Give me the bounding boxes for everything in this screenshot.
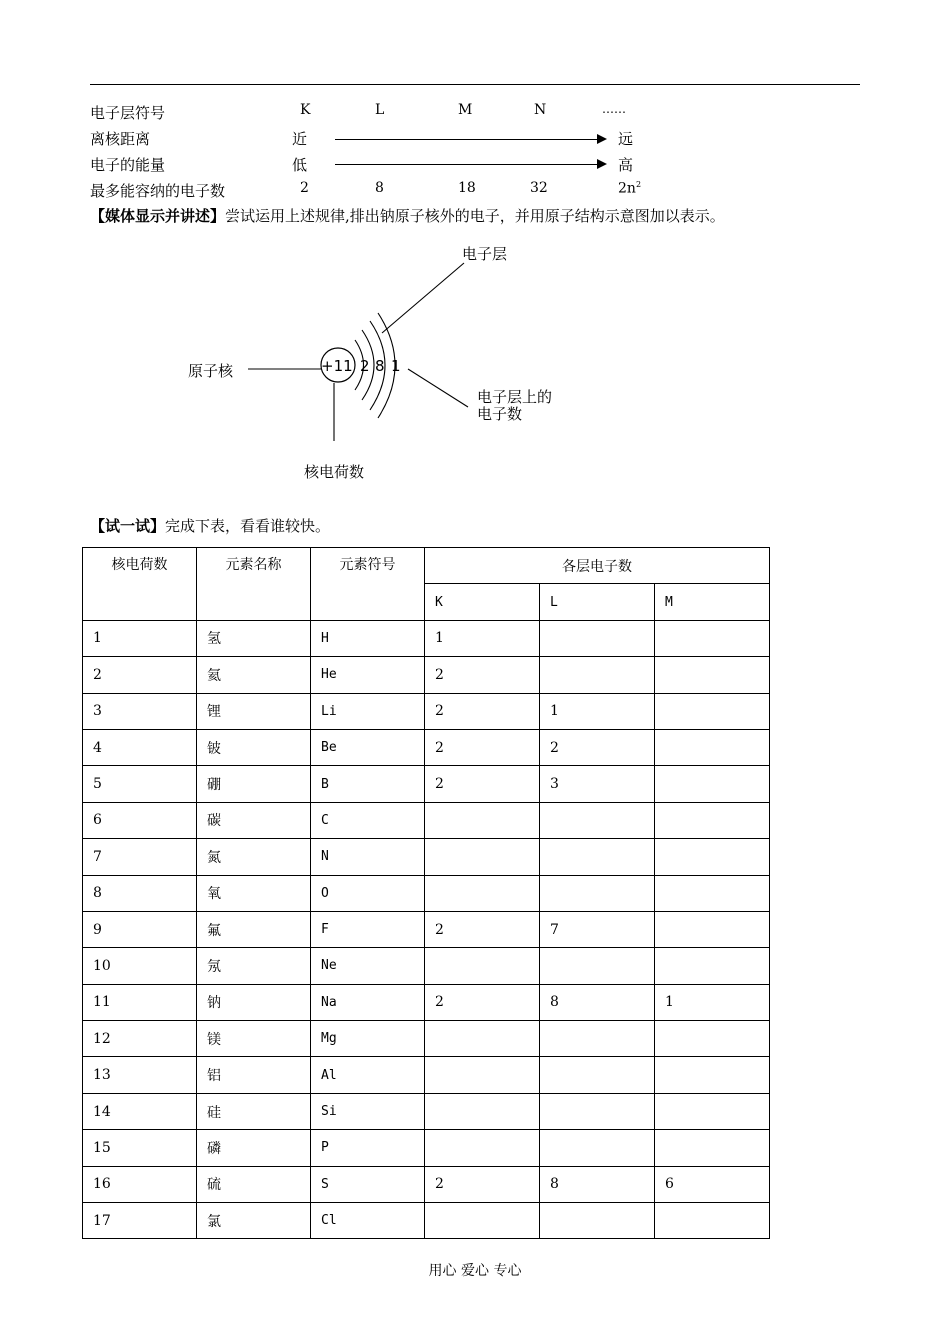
header-charge: 核电荷数 (83, 548, 197, 621)
cell-l: 8 (540, 1166, 655, 1202)
cell-symbol: Cl (311, 1203, 425, 1239)
cell-m (655, 948, 770, 984)
cell-symbol: O (311, 875, 425, 911)
cell-m (655, 875, 770, 911)
cell-k (425, 802, 540, 838)
cell-l (540, 1057, 655, 1093)
header-layer-k: K (425, 584, 540, 620)
electrons-shell-2: 8 (375, 357, 385, 375)
table-row (83, 657, 770, 693)
cell-k (425, 839, 540, 875)
leader-count (408, 369, 468, 407)
table-row (83, 729, 770, 765)
cell-charge: 1 (83, 620, 197, 656)
distance-far: 远 (618, 130, 634, 148)
row-shell-symbol (90, 102, 690, 124)
capacity-l: 8 (375, 180, 384, 196)
cell-charge: 8 (83, 875, 197, 911)
nucleus (321, 348, 355, 382)
electrons-shell-3: 1 (391, 357, 401, 375)
cell-k: 2 (425, 729, 540, 765)
row-label: 最多能容纳的电子数 (90, 182, 226, 200)
cell-k: 2 (425, 657, 540, 693)
cell-symbol: P (311, 1130, 425, 1166)
capacity-n: 32 (530, 180, 548, 196)
table-header-row (83, 548, 770, 584)
table-row (83, 1093, 770, 1129)
cell-l (540, 1021, 655, 1057)
cell-m (655, 693, 770, 729)
header-layer-m: M (655, 584, 770, 620)
header-layer-l: L (540, 584, 655, 620)
cell-name: 氯 (197, 1203, 311, 1239)
cell-m (655, 1093, 770, 1129)
cell-m (655, 1057, 770, 1093)
cell-l: 7 (540, 911, 655, 947)
cell-symbol: Li (311, 693, 425, 729)
cell-m (655, 839, 770, 875)
exercise-bold: 【试一试】 (90, 517, 166, 535)
intro-text: 尝试运用上述规律,排出钠原子核外的电子，并用原子结构示意图加以表示。 (225, 207, 725, 225)
cell-symbol: Mg (311, 1021, 425, 1057)
cell-name: 氟 (197, 911, 311, 947)
row-label: 离核距离 (90, 130, 151, 148)
intro-bold: 【媒体显示并讲述】 (90, 207, 226, 225)
cell-m (655, 657, 770, 693)
cell-name: 钠 (197, 984, 311, 1020)
cell-name: 铍 (197, 729, 311, 765)
table-row (83, 875, 770, 911)
cell-symbol: C (311, 802, 425, 838)
cell-charge: 4 (83, 729, 197, 765)
cell-k (425, 1093, 540, 1129)
cell-l (540, 802, 655, 838)
intro-paragraph (90, 205, 725, 226)
table-row (83, 802, 770, 838)
cell-k (425, 948, 540, 984)
cell-charge: 3 (83, 693, 197, 729)
row-capacity (90, 180, 690, 202)
cell-charge: 2 (83, 657, 197, 693)
exercise-heading (90, 515, 330, 536)
capacity-k: 2 (300, 180, 309, 196)
shell-more: …… (602, 102, 626, 116)
cell-k: 2 (425, 693, 540, 729)
cell-symbol: H (311, 620, 425, 656)
table-row (83, 839, 770, 875)
cell-m (655, 729, 770, 765)
cell-l (540, 1093, 655, 1129)
cell-symbol: Ne (311, 948, 425, 984)
table-row (83, 911, 770, 947)
label-shell: 电子层 (462, 245, 508, 263)
table-row (83, 1166, 770, 1202)
shell-m: M (458, 102, 473, 118)
cell-name: 硼 (197, 766, 311, 802)
exercise-text: 完成下表，看看谁较快。 (165, 517, 331, 535)
table-row (83, 948, 770, 984)
cell-charge: 16 (83, 1166, 197, 1202)
label-count-line1: 电子层上的 (477, 388, 553, 406)
shell-n: N (534, 102, 547, 118)
cell-l (540, 948, 655, 984)
cell-charge: 15 (83, 1130, 197, 1166)
cell-l: 8 (540, 984, 655, 1020)
cell-symbol: Be (311, 729, 425, 765)
table-row (83, 1130, 770, 1166)
shell-l: L (375, 102, 385, 118)
cell-name: 氦 (197, 657, 311, 693)
cell-name: 硫 (197, 1166, 311, 1202)
cell-l (540, 839, 655, 875)
cell-l (540, 657, 655, 693)
cell-charge: 6 (83, 802, 197, 838)
header-rule (90, 84, 860, 85)
cell-symbol: He (311, 657, 425, 693)
table-row (83, 620, 770, 656)
cell-name: 磷 (197, 1130, 311, 1166)
cell-charge: 11 (83, 984, 197, 1020)
cell-l (540, 875, 655, 911)
capacity-formula (618, 180, 641, 197)
table-row (83, 984, 770, 1020)
energy-low: 低 (292, 156, 308, 174)
cell-k: 2 (425, 984, 540, 1020)
cell-l: 1 (540, 693, 655, 729)
header-name: 元素名称 (197, 548, 311, 621)
cell-l: 2 (540, 729, 655, 765)
cell-symbol: N (311, 839, 425, 875)
row-label: 电子层符号 (90, 104, 166, 122)
energy-arrow-line (335, 164, 597, 165)
cell-name: 锂 (197, 693, 311, 729)
cell-name: 碳 (197, 802, 311, 838)
cell-k (425, 875, 540, 911)
cell-name: 氮 (197, 839, 311, 875)
nucleus-charge: +11 (321, 357, 353, 375)
electrons-shell-1: 2 (360, 357, 370, 375)
cell-l (540, 620, 655, 656)
cell-charge: 5 (83, 766, 197, 802)
cell-name: 氢 (197, 620, 311, 656)
cell-m (655, 1203, 770, 1239)
cell-m: 1 (655, 984, 770, 1020)
page-footer: 用心 爱心 专心 (428, 1263, 522, 1279)
cell-symbol: Si (311, 1093, 425, 1129)
cell-symbol: Al (311, 1057, 425, 1093)
cell-name: 铝 (197, 1057, 311, 1093)
shell-electron-counts (360, 357, 401, 375)
label-charge: 核电荷数 (304, 463, 365, 481)
leader-lines (248, 263, 468, 441)
cell-l (540, 1203, 655, 1239)
table-row (83, 1021, 770, 1057)
cell-m (655, 1021, 770, 1057)
cell-charge: 12 (83, 1021, 197, 1057)
cell-symbol: F (311, 911, 425, 947)
table-row (83, 693, 770, 729)
distance-arrow-line (335, 139, 597, 140)
table-row (83, 766, 770, 802)
energy-high: 高 (618, 156, 634, 174)
label-count-line2: 电子数 (477, 405, 523, 423)
cell-k: 2 (425, 911, 540, 947)
cell-k: 1 (425, 620, 540, 656)
cell-l (540, 1130, 655, 1166)
label-nucleus: 原子核 (188, 362, 234, 380)
sodium-atom-diagram (150, 235, 630, 495)
cell-charge: 10 (83, 948, 197, 984)
energy-arrow-head (597, 159, 607, 169)
header-symbol: 元素符号 (311, 548, 425, 621)
cell-k (425, 1203, 540, 1239)
cell-l: 3 (540, 766, 655, 802)
element-table (82, 547, 770, 1239)
cell-m (655, 766, 770, 802)
cell-name: 氖 (197, 948, 311, 984)
cell-m (655, 620, 770, 656)
cell-m: 6 (655, 1166, 770, 1202)
cell-m (655, 802, 770, 838)
diagram-labels (188, 245, 552, 481)
row-label: 电子的能量 (90, 156, 166, 174)
header-layers: 各层电子数 (425, 548, 770, 584)
cell-charge: 9 (83, 911, 197, 947)
cell-k (425, 1021, 540, 1057)
cell-charge: 14 (83, 1093, 197, 1129)
leader-shell (382, 263, 464, 333)
table-row (83, 1203, 770, 1239)
formula-exponent: 2 (635, 180, 642, 189)
capacity-m: 18 (458, 180, 476, 196)
formula-base: 2n (618, 180, 636, 197)
distance-near: 近 (292, 130, 308, 148)
table-row (83, 1057, 770, 1093)
shell-k: K (300, 102, 311, 118)
cell-name: 氧 (197, 875, 311, 911)
distance-arrow-head (597, 134, 607, 144)
cell-m (655, 1130, 770, 1166)
cell-k (425, 1130, 540, 1166)
cell-symbol: B (311, 766, 425, 802)
cell-charge: 7 (83, 839, 197, 875)
cell-name: 硅 (197, 1093, 311, 1129)
cell-charge: 17 (83, 1203, 197, 1239)
cell-m (655, 911, 770, 947)
cell-symbol: S (311, 1166, 425, 1202)
cell-k: 2 (425, 766, 540, 802)
cell-name: 镁 (197, 1021, 311, 1057)
cell-charge: 13 (83, 1057, 197, 1093)
cell-symbol: Na (311, 984, 425, 1020)
cell-k (425, 1057, 540, 1093)
cell-k: 2 (425, 1166, 540, 1202)
